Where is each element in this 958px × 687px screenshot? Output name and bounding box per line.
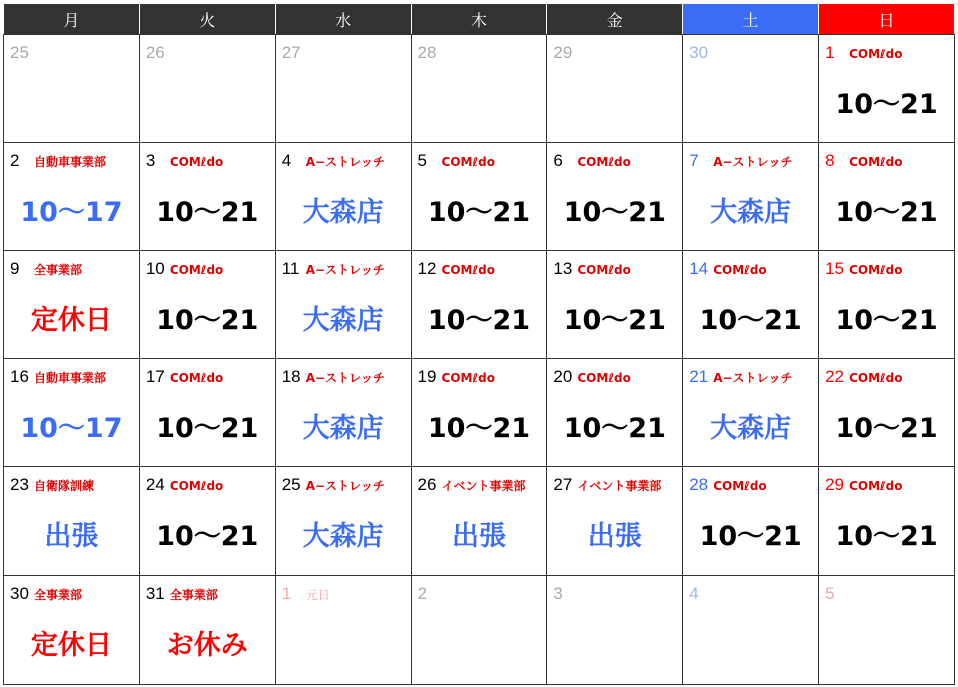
business-hours-text: 10～21: [427, 305, 531, 336]
day-number: 30: [10, 584, 29, 603]
weekday-header-wed: 水: [275, 4, 411, 35]
calendar-day-cell[interactable]: [819, 576, 955, 685]
calendar-day-cell[interactable]: [139, 251, 275, 359]
department-label: COMℓdo: [849, 263, 903, 277]
department-label: COMℓdo: [441, 155, 495, 169]
department-label: A−ストレッチ: [305, 155, 385, 169]
calendar-day-cell[interactable]: [275, 143, 411, 251]
department-label: COMℓdo: [577, 263, 631, 277]
business-hours-text: 大森店: [710, 197, 792, 228]
department-label: A−ストレッチ: [305, 263, 385, 277]
business-hours-text: 10～21: [699, 521, 802, 552]
business-hours-text: 定休日: [30, 630, 112, 661]
calendar-week-row: [4, 35, 955, 143]
business-hours-text: 10～21: [835, 305, 938, 336]
business-hours-text: 10～21: [156, 197, 259, 228]
day-number: 7: [689, 151, 699, 170]
business-hours-text: 10～21: [156, 413, 259, 444]
calendar-day-cell[interactable]: [4, 359, 140, 467]
day-number: 30: [689, 43, 709, 62]
day-number: 29: [553, 43, 573, 62]
calendar-day-cell[interactable]: [683, 467, 819, 576]
calendar-day-cell[interactable]: [819, 359, 955, 467]
calendar-day-cell[interactable]: [819, 467, 955, 576]
business-hours-text: 10～21: [156, 521, 259, 552]
calendar-week-row: [4, 143, 955, 251]
calendar-day-cell[interactable]: [411, 35, 547, 143]
day-number: 14: [689, 259, 709, 278]
day-number: 11: [281, 259, 300, 278]
calendar-day-cell[interactable]: [4, 251, 140, 359]
department-label: COMℓdo: [713, 263, 767, 277]
day-number: 28: [689, 475, 709, 494]
business-hours-text: 10～17: [20, 413, 123, 444]
day-number: 29: [825, 475, 844, 494]
day-number: 26: [145, 43, 165, 62]
calendar-day-cell[interactable]: [275, 35, 411, 143]
business-hours-text: 出張: [451, 521, 506, 552]
department-label: COMℓdo: [849, 47, 903, 61]
calendar-day-cell[interactable]: [547, 143, 683, 251]
day-number: 1: [825, 43, 835, 62]
calendar-day-cell[interactable]: [139, 467, 275, 576]
calendar-day-cell[interactable]: [275, 359, 411, 467]
calendar-day-cell[interactable]: [275, 467, 411, 576]
calendar-day-cell[interactable]: [4, 35, 140, 143]
business-hours-text: 10～21: [835, 197, 938, 228]
calendar-day-cell[interactable]: [547, 359, 683, 467]
department-label: COMℓdo: [441, 371, 495, 385]
business-hours-text: 10～21: [835, 89, 938, 120]
department-label: COMℓdo: [577, 155, 631, 169]
business-hours-text: 大森店: [302, 305, 384, 336]
department-label: COMℓdo: [577, 371, 631, 385]
business-hours-text: 出張: [587, 521, 642, 552]
business-hours-text: 10～21: [699, 305, 802, 336]
day-number: 23: [10, 475, 29, 494]
day-number: 15: [825, 259, 844, 278]
calendar-day-cell[interactable]: [411, 576, 547, 685]
calendar-week-row: [4, 359, 955, 467]
calendar-day-cell[interactable]: [411, 143, 547, 251]
calendar-day-cell[interactable]: [547, 467, 683, 576]
department-label: イベント事業部: [441, 479, 526, 493]
department-label: COMℓdo: [169, 155, 224, 169]
department-label: COMℓdo: [713, 479, 767, 493]
day-number: 19: [417, 367, 437, 386]
calendar-day-cell[interactable]: [4, 576, 140, 685]
day-number: 27: [281, 43, 301, 62]
weekday-header-fri: 金: [547, 4, 683, 35]
calendar-day-cell[interactable]: [683, 576, 819, 685]
business-hours-text: 10～21: [563, 305, 666, 336]
day-number: 2: [10, 151, 20, 170]
day-number: 2: [417, 584, 427, 603]
calendar-day-cell[interactable]: [683, 251, 819, 359]
department-label: 全事業部: [34, 263, 83, 277]
calendar-week-row: [4, 251, 955, 359]
calendar-body: [4, 35, 955, 685]
day-number: 6: [553, 151, 563, 170]
calendar-day-cell[interactable]: [4, 467, 140, 576]
day-number: 3: [145, 151, 156, 170]
department-label: COMℓdo: [169, 371, 224, 385]
business-hours-text: 10～21: [427, 413, 531, 444]
calendar-day-cell[interactable]: [139, 576, 275, 685]
day-number: 12: [417, 259, 437, 278]
department-label: イベント事業部: [577, 479, 662, 493]
calendar-day-cell[interactable]: [683, 35, 819, 143]
weekday-header-sun: 日: [819, 4, 955, 35]
calendar-day-cell[interactable]: [4, 143, 140, 251]
business-hours-text: 大森店: [302, 521, 384, 552]
department-label: 自衛隊訓練: [34, 479, 95, 493]
department-label: 自動車事業部: [34, 155, 107, 169]
business-hours-text: 出張: [44, 521, 99, 552]
business-hours-text: 10～21: [427, 197, 531, 228]
business-hours-text: 大森店: [302, 413, 384, 444]
day-number: 10: [145, 259, 165, 278]
department-label: COMℓdo: [441, 263, 495, 277]
department-label: 全事業部: [34, 588, 83, 602]
calendar-week-row: [4, 576, 955, 685]
calendar-day-cell[interactable]: [683, 359, 819, 467]
day-number: 1: [281, 584, 292, 603]
weekday-header-mon: 月: [4, 4, 140, 35]
business-hours-text: お休み: [166, 630, 248, 661]
department-label: A−ストレッチ: [305, 479, 385, 493]
calendar-day-cell[interactable]: [139, 35, 275, 143]
day-number: 13: [553, 259, 573, 278]
day-number: 5: [825, 584, 835, 603]
department-label: 全事業部: [169, 588, 218, 602]
calendar-day-cell[interactable]: [547, 251, 683, 359]
weekday-header-tue: 火: [139, 4, 275, 35]
calendar-day-cell[interactable]: [275, 576, 411, 685]
calendar-day-cell[interactable]: [819, 251, 955, 359]
calendar-day-cell[interactable]: [547, 35, 683, 143]
day-number: 5: [417, 151, 427, 170]
business-hours-text: 大森店: [710, 413, 792, 444]
department-label: COMℓdo: [169, 263, 224, 277]
day-number: 28: [417, 43, 437, 62]
day-number: 16: [10, 367, 29, 386]
day-number: 18: [281, 367, 301, 386]
day-number: 21: [689, 367, 709, 386]
day-number: 17: [145, 367, 165, 386]
department-label: COMℓdo: [849, 371, 903, 385]
day-number: 24: [145, 475, 165, 494]
business-hours-text: 10～17: [20, 197, 123, 228]
calendar-week-row: [4, 467, 955, 576]
department-label: A−ストレッチ: [713, 371, 793, 385]
business-hours-text: 10～21: [563, 197, 666, 228]
business-hours-text: 定休日: [30, 305, 112, 336]
weekday-header-thu: 木: [411, 4, 547, 35]
day-number: 25: [10, 43, 29, 62]
calendar-day-cell[interactable]: [139, 143, 275, 251]
department-label: COMℓdo: [849, 479, 903, 493]
calendar-day-cell[interactable]: [547, 576, 683, 685]
day-number: 22: [825, 367, 844, 386]
department-label: 元日: [305, 588, 330, 602]
department-label: A−ストレッチ: [305, 371, 385, 385]
calendar-day-cell[interactable]: [411, 359, 547, 467]
day-number: 4: [689, 584, 699, 603]
business-hours-text: 10～21: [835, 413, 938, 444]
department-label: COMℓdo: [169, 479, 224, 493]
business-hours-text: 10～21: [835, 521, 938, 552]
day-number: 3: [553, 584, 563, 603]
business-hours-text: 10～21: [563, 413, 666, 444]
department-label: COMℓdo: [849, 155, 903, 169]
calendar-day-cell[interactable]: [819, 143, 955, 251]
calendar-day-cell[interactable]: [411, 467, 547, 576]
calendar-grid: [3, 3, 955, 685]
day-number: 31: [145, 584, 165, 603]
day-number: 9: [10, 259, 20, 278]
calendar-day-cell[interactable]: [819, 35, 955, 143]
department-label: 自動車事業部: [34, 371, 107, 385]
day-number: 27: [553, 475, 573, 494]
weekday-header-sat: 土: [683, 4, 819, 35]
department-label: A−ストレッチ: [713, 155, 793, 169]
day-number: 25: [281, 475, 301, 494]
calendar-day-cell[interactable]: [411, 251, 547, 359]
day-number: 20: [553, 367, 573, 386]
calendar-day-cell[interactable]: [139, 359, 275, 467]
day-number: 8: [825, 151, 835, 170]
calendar-day-cell[interactable]: [275, 251, 411, 359]
business-hours-text: 10～21: [156, 305, 259, 336]
business-hours-text: 大森店: [302, 197, 384, 228]
calendar-day-cell[interactable]: [683, 143, 819, 251]
day-number: 4: [281, 151, 292, 170]
weekday-header-row: [4, 4, 955, 35]
day-number: 26: [417, 475, 437, 494]
